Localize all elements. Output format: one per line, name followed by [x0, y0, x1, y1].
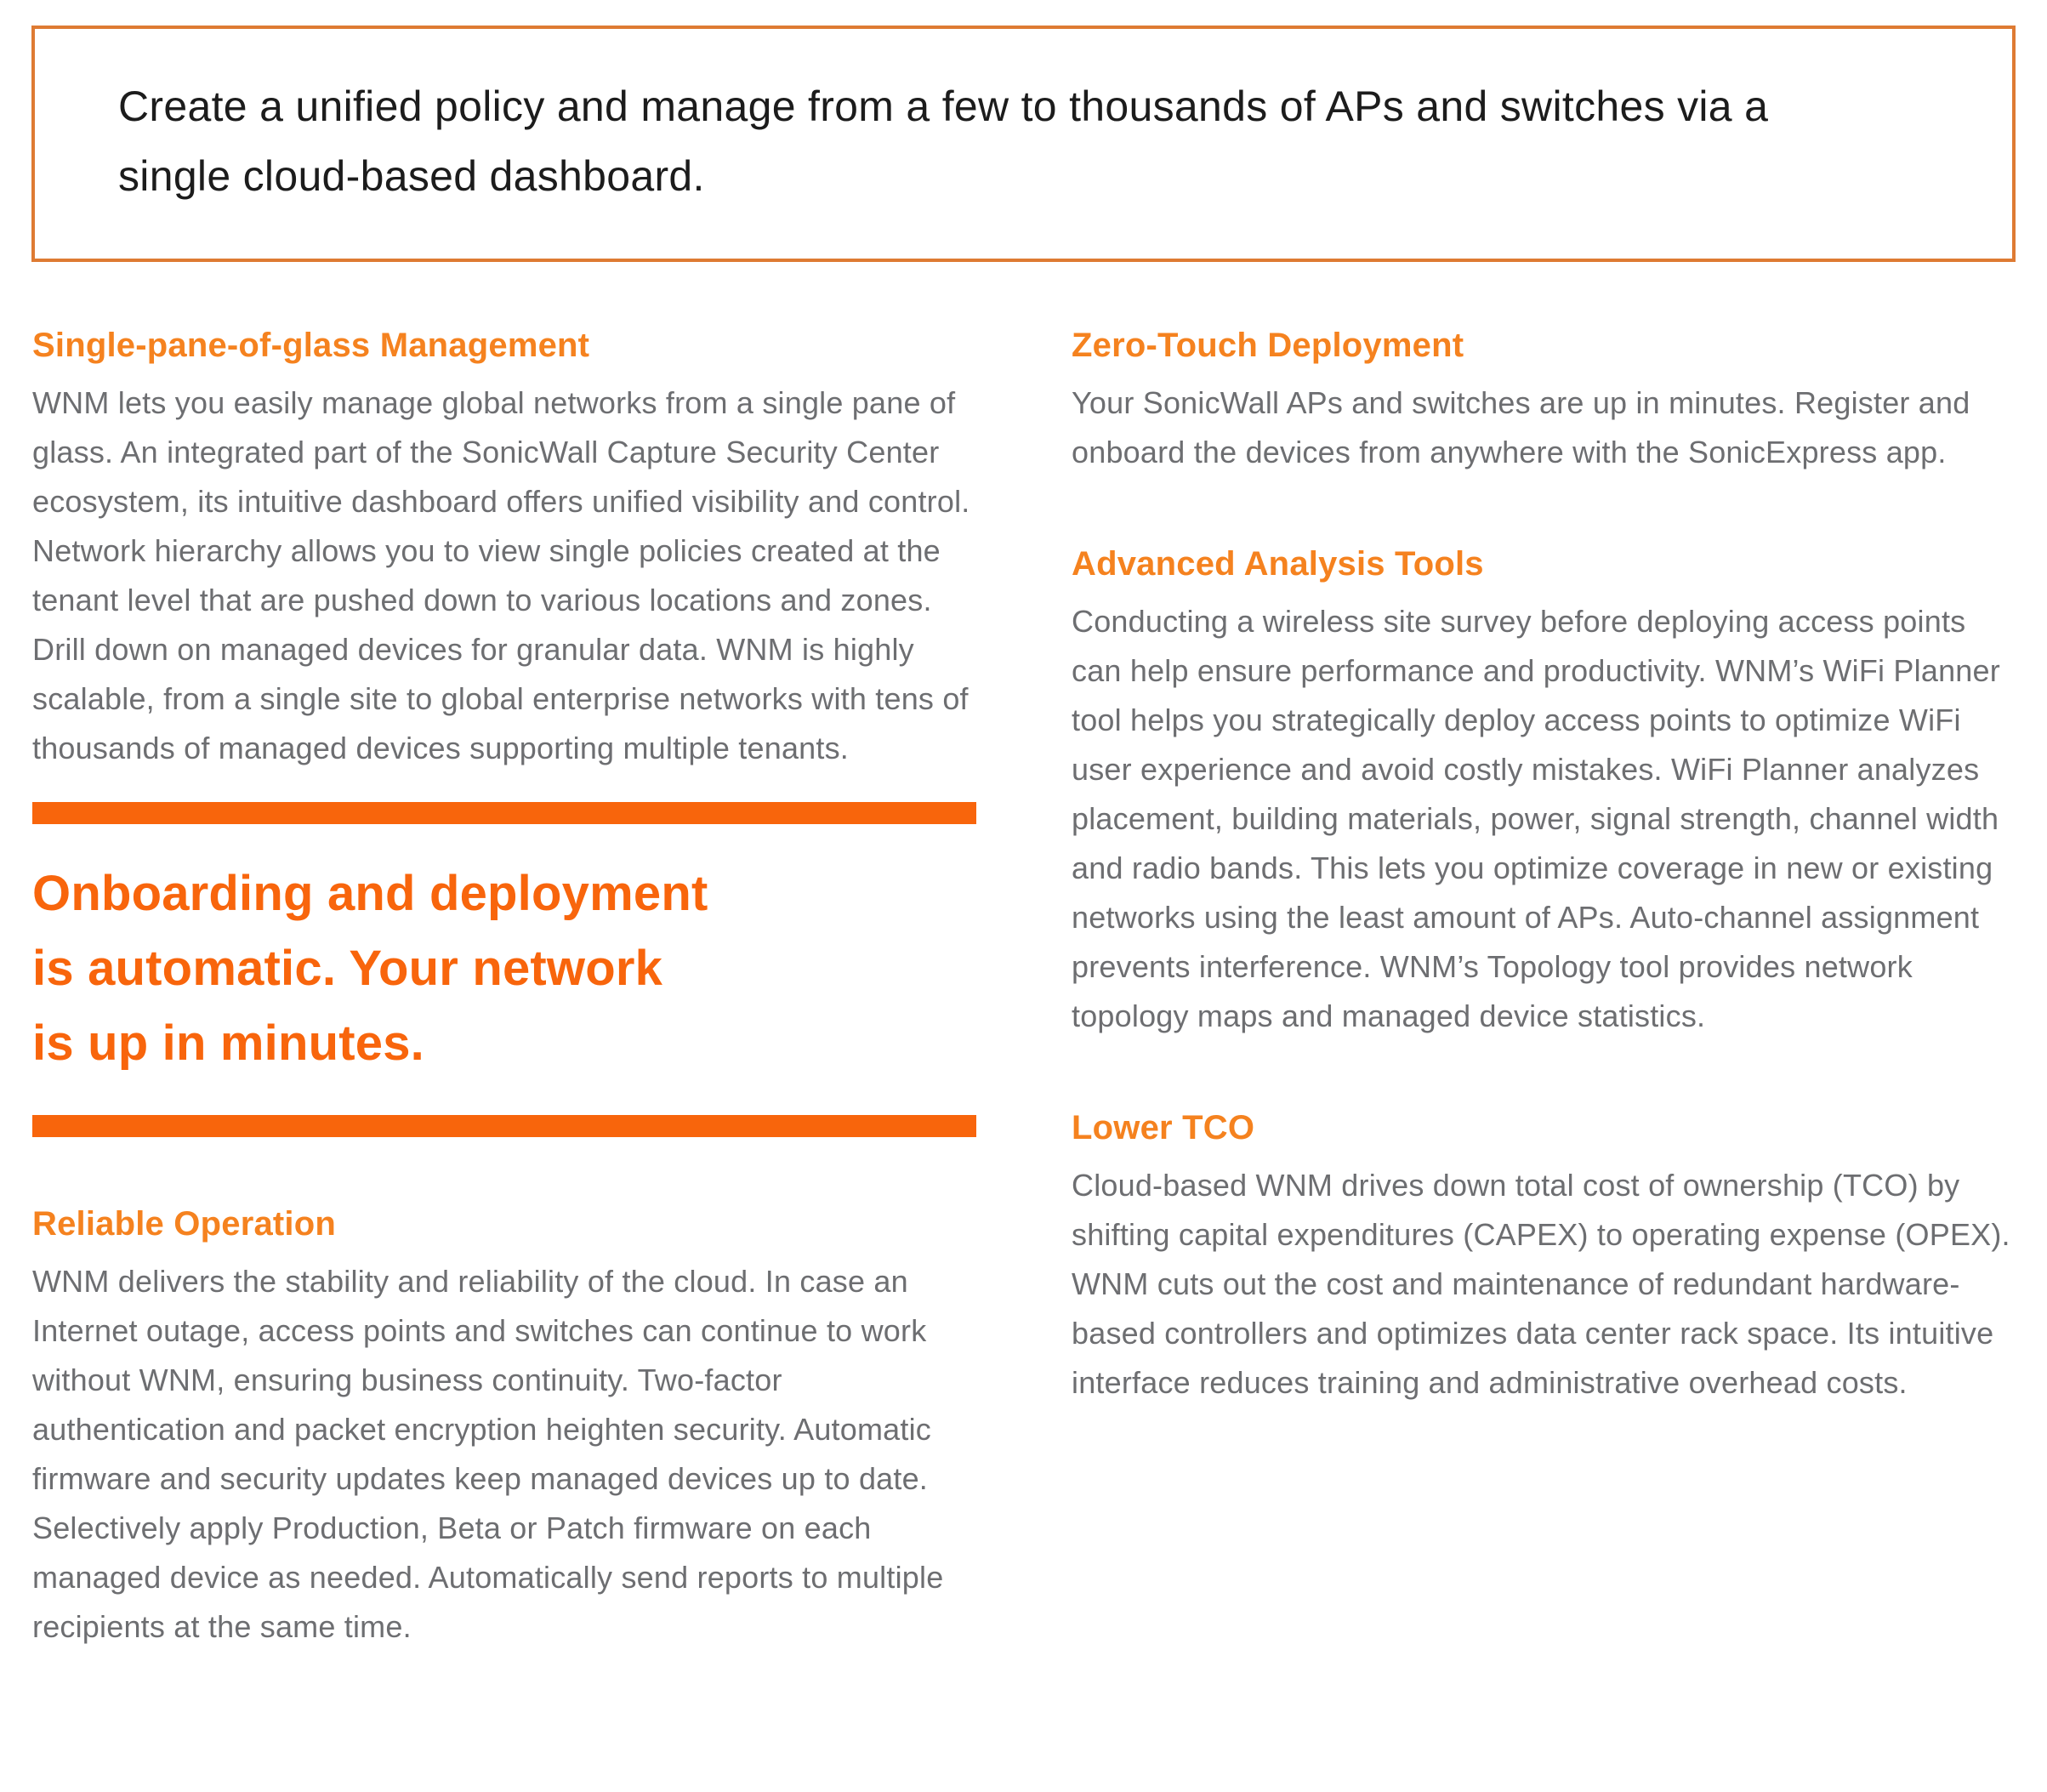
pull-quote-line-2: is automatic. Your network: [32, 941, 663, 996]
paragraph-advanced-analysis-tools: Conducting a wireless site survey before deploying access points can help ensure performance and productivity. WNM’s WiFi Planner tool helps you strategically deploy access points to optimize WiFi user experience and avoid costly mistakes. WiFi Planner analyzes placement, building materials, power, signal strength, channel width and radio bands. This lets you optimize coverage in new or existing networks using the least amount of APs. Auto-channel assignment prevents interference. WNM’s Topology tool provides network topology maps and managed device statistics.: [1072, 604, 2000, 1033]
pull-quote-line-3: is up in minutes.: [32, 1015, 424, 1071]
pull-quote-bar-bottom: [32, 1115, 976, 1137]
callout-box: [31, 26, 2016, 262]
callout-text: Create a unified policy and manage from a few to thousands of APs and switches via a single cloud-based dashboard.: [118, 82, 1769, 200]
paragraph-lower-tco: Cloud-based WNM drives down total cost of ownership (TCO) by shifting capital expenditures (CAPEX) to operating expense (OPEX). WNM cuts out the cost and maintenance of redundant hardware-based controllers and optimizes data center rack space. Its intuitive interface reduces training and administrative overhead costs.: [1072, 1168, 2010, 1400]
heading-zero-touch-deployment: Zero-Touch Deployment: [1072, 327, 1464, 364]
paragraph-zero-touch-deployment: Your SonicWall APs and switches are up in minutes. Register and onboard the devices from anywhere with the SonicExpress app.: [1072, 385, 1970, 469]
content-columns: [32, 327, 2016, 1652]
paragraph-reliable-operation: WNM delivers the stability and reliability of the cloud. In case an Internet outage, access points and switches can continue to work without WNM, ensuring business continuity. Two-factor authentication and packet encryption heighten security. Automatic firmware and security updates keep managed devices up to date. Selectively apply Production, Beta or Patch firmware on each managed device as needed. Automatically send reports to multiple recipients at the same time.: [32, 1264, 944, 1644]
heading-advanced-analysis-tools: Advanced Analysis Tools: [1072, 545, 1484, 583]
pull-quote: [32, 856, 976, 1081]
left-column: [32, 327, 976, 1652]
heading-single-pane-of-glass-management: Single-pane-of-glass Management: [32, 327, 590, 364]
paragraph-single-pane-of-glass-management: WNM lets you easily manage global networks from a single pane of glass. An integrated part of the SonicWall Capture Security Center ecosystem, its intuitive dashboard offers unified visibility and control. Network hierarchy allows you to view single policies created at the tenant level that are pushed down to various locations and zones. Drill down on managed devices for granular data. WNM is highly scalable, from a single site to global enterprise networks with tens of thousands of managed devices supporting multiple tenants.: [32, 385, 970, 765]
pull-quote-bar-top: [32, 802, 976, 824]
heading-reliable-operation: Reliable Operation: [32, 1205, 337, 1243]
heading-lower-tco: Lower TCO: [1072, 1109, 1255, 1146]
pull-quote-line-1: Onboarding and deployment: [32, 866, 708, 921]
right-column: [1072, 327, 2016, 1652]
